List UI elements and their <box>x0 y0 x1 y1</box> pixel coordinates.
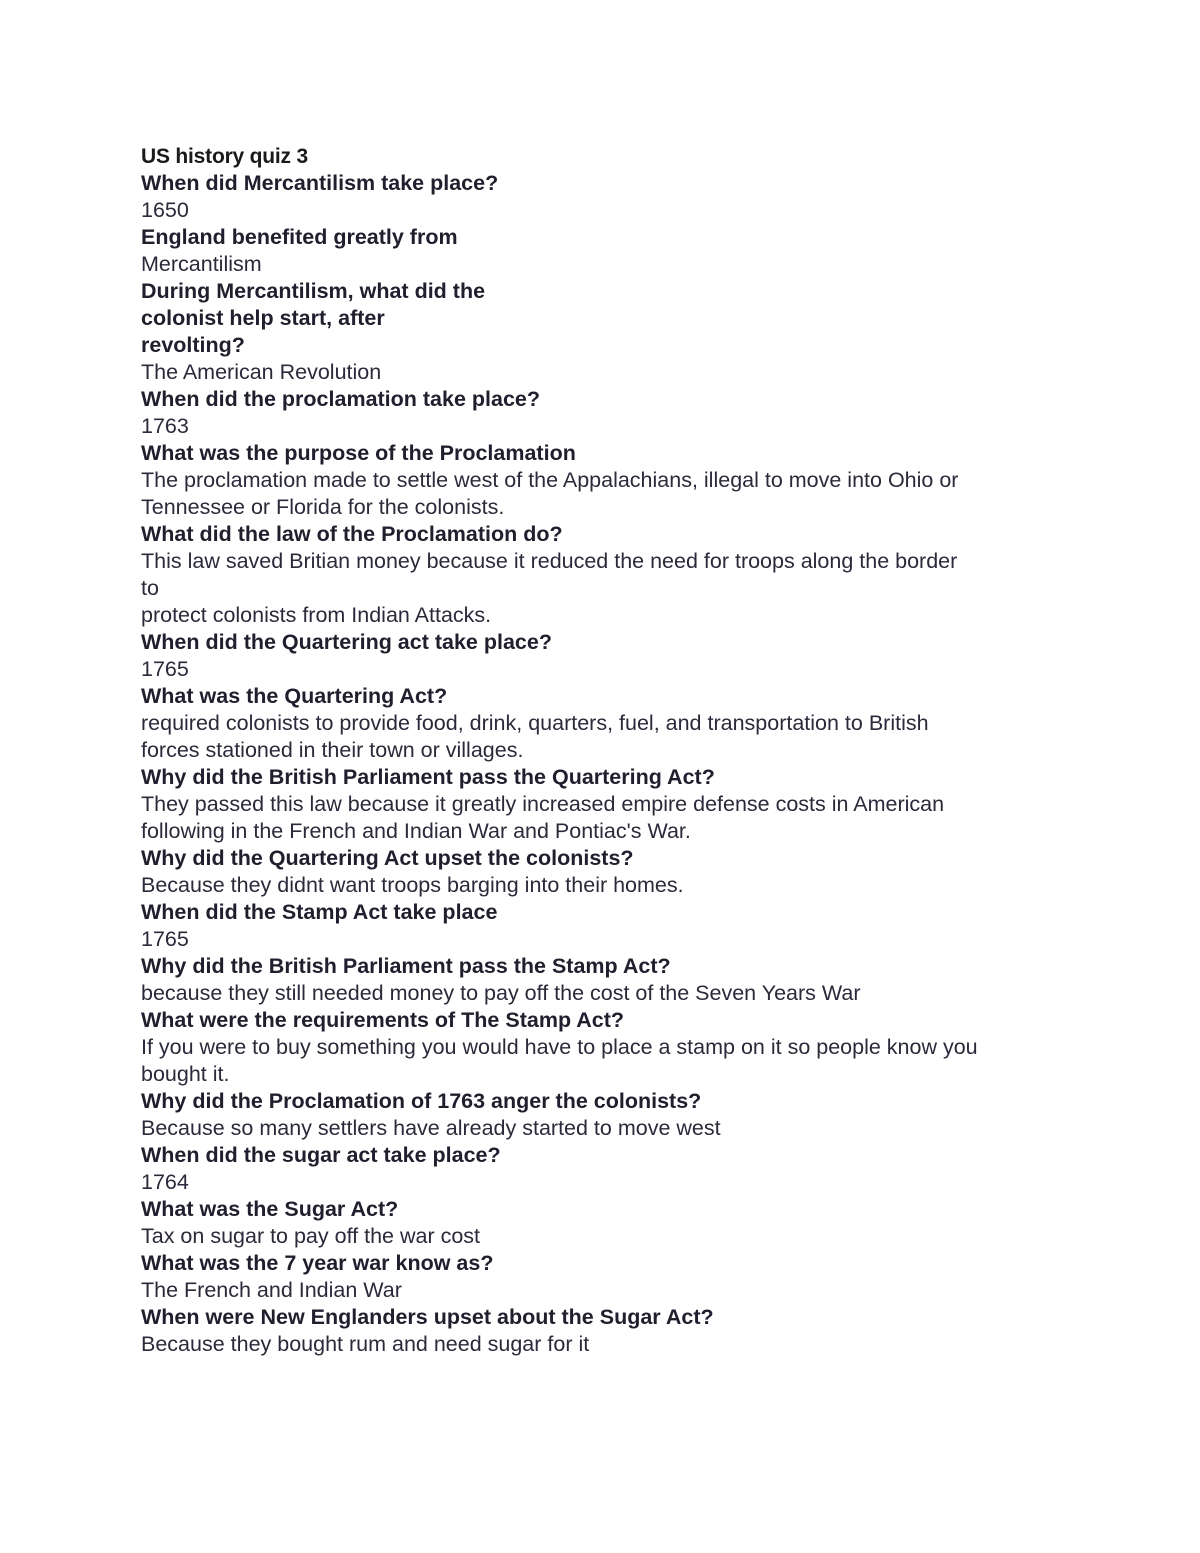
qa-item <box>141 521 1081 629</box>
qa-item <box>141 953 1081 1007</box>
question: Why did the Quartering Act upset the colonists? <box>141 846 634 870</box>
answer: 1763 <box>141 414 189 438</box>
qa-item <box>141 1196 1081 1250</box>
answer: Because they didnt want troops barging into their homes. <box>141 873 684 897</box>
question: What was the Sugar Act? <box>141 1197 399 1221</box>
answer: 1765 <box>141 657 189 681</box>
question: When were New Englanders upset about the Sugar Act? <box>141 1305 714 1329</box>
answer: Because so many settlers have already started to move west <box>141 1116 721 1140</box>
question: Why did the British Parliament pass the Stamp Act? <box>141 954 671 978</box>
qa-item <box>141 899 1081 953</box>
answer: required colonists to provide food, drink, quarters, fuel, and transportation to British forces stationed in their town or villages. <box>141 711 929 762</box>
question: Why did the British Parliament pass the Quartering Act? <box>141 765 715 789</box>
document-title: US history quiz 3 <box>141 145 308 168</box>
qa-item <box>141 845 1081 899</box>
question: When did the Stamp Act take place <box>141 900 498 924</box>
qa-item <box>141 629 1081 683</box>
answer: This law saved Britian money because it reduced the need for troops along the border to protect colonists from Indian Attacks. <box>141 549 958 627</box>
qa-item <box>141 1142 1081 1196</box>
qa-item <box>141 1088 1081 1142</box>
question: What did the law of the Proclamation do? <box>141 522 563 546</box>
answer: If you were to buy something you would have to place a stamp on it so people know you bought it. <box>141 1035 978 1086</box>
answer: Mercantilism <box>141 252 262 276</box>
qa-item <box>141 170 1081 224</box>
question: Why did the Proclamation of 1763 anger the colonists? <box>141 1089 702 1113</box>
question: What was the Quartering Act? <box>141 684 448 708</box>
answer: The French and Indian War <box>141 1278 402 1302</box>
question: During Mercantilism, what did the colonist help start, after revolting? <box>141 279 486 357</box>
qa-item <box>141 278 1081 386</box>
answer: They passed this law because it greatly increased empire defense costs in American following in the French and Indian War and Pontiac's War. <box>141 792 945 843</box>
qa-item <box>141 440 1081 521</box>
answer: 1764 <box>141 1170 189 1194</box>
qa-item <box>141 224 1081 278</box>
qa-item <box>141 1304 1081 1358</box>
question: What was the 7 year war know as? <box>141 1251 494 1275</box>
answer: Tax on sugar to pay off the war cost <box>141 1224 481 1248</box>
answer: The proclamation made to settle west of the Appalachians, illegal to move into Ohio or Tennessee or Florida for the colonists. <box>141 468 959 519</box>
answer: 1650 <box>141 198 189 222</box>
qa-item <box>141 764 1081 845</box>
question: When did the sugar act take place? <box>141 1143 501 1167</box>
answer: The American Revolution <box>141 360 382 384</box>
answer: Because they bought rum and need sugar for it <box>141 1332 590 1356</box>
question: What were the requirements of The Stamp Act? <box>141 1008 625 1032</box>
qa-item <box>141 1007 1081 1088</box>
answer: because they still needed money to pay off the cost of the Seven Years War <box>141 981 861 1005</box>
qa-item <box>141 683 1081 764</box>
answer: 1765 <box>141 927 189 951</box>
question: England benefited greatly from <box>141 225 458 249</box>
qa-item <box>141 386 1081 440</box>
document-page <box>141 143 1081 1358</box>
question: When did the Quartering act take place? <box>141 630 552 654</box>
question: What was the purpose of the Proclamation <box>141 441 576 465</box>
qa-item <box>141 1250 1081 1304</box>
question: When did Mercantilism take place? <box>141 171 499 195</box>
question: When did the proclamation take place? <box>141 387 541 411</box>
